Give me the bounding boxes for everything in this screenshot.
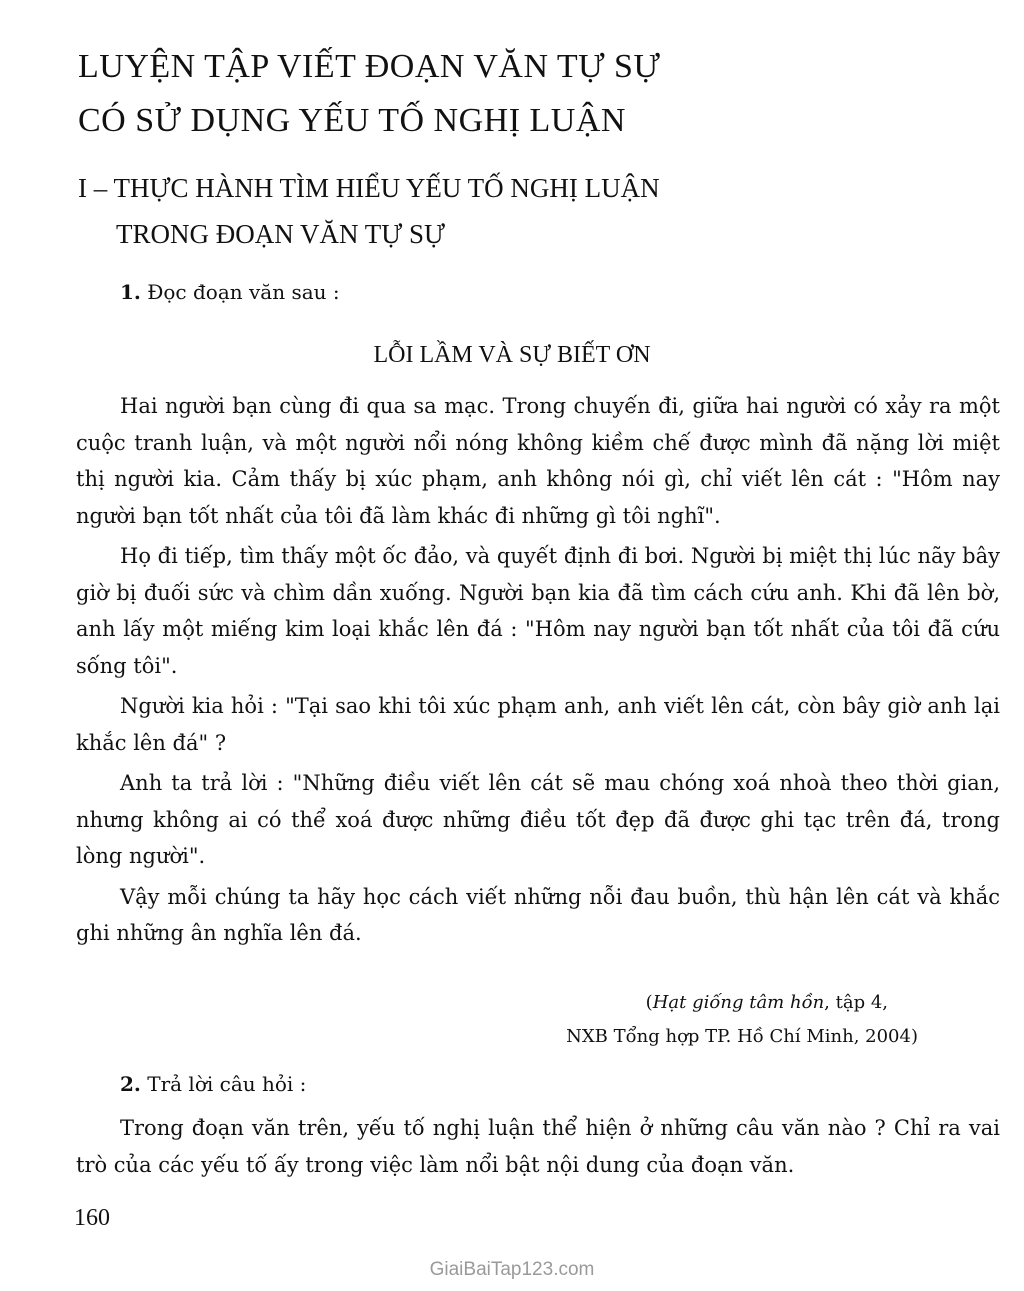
section-heading [78, 165, 660, 257]
source-open-paren: ( [645, 992, 653, 1013]
section-heading-line-2: TRONG ĐOẠN VĂN TỰ SỰ [116, 219, 445, 249]
step-2-number: 2. [120, 1072, 141, 1096]
source-citation-line-1 [500, 986, 918, 1020]
source-book-title: Hạt giống tâm hồn [652, 992, 825, 1013]
step-1-instruction [120, 278, 340, 306]
step-2-label: Trả lời câu hỏi : [147, 1072, 307, 1096]
watermark: GiaiBaiTap123.com [429, 1259, 595, 1280]
source-citation [500, 986, 918, 1054]
story-paragraph: Anh ta trả lời : "Những điều viết lên cát sẽ mau chóng xoá nhoà theo thời gian, nhưng không ai có thể xoá được những điều tốt đẹp đã được ghi tạc trên đá, trong lòng người". [76, 771, 1000, 868]
story-title: LỖI LẦM VÀ SỰ BIẾT ƠN [373, 342, 651, 368]
lesson-title [78, 40, 660, 148]
story-paragraph: Người kia hỏi : "Tại sao khi tôi xúc phạm anh, anh viết lên cát, còn bây giờ anh lại khắc lên đá" ? [76, 694, 1000, 755]
lesson-title-line-1: LUYỆN TẬP VIẾT ĐOẠN VĂN TỰ SỰ [78, 48, 661, 85]
source-publisher: NXB Tổng hợp TP. Hồ Chí Minh, 2004) [566, 1026, 918, 1047]
source-volume: , tập 4, [824, 992, 888, 1013]
story-body [76, 388, 1000, 956]
story-paragraph: Hai người bạn cùng đi qua sa mạc. Trong chuyến đi, giữa hai người có xảy ra một cuộc tranh luận, và một người nổi nóng không kiềm chế được mình đã nặng lời miệt thị người kia. Cảm thấy bị xúc phạm, anh không nói gì, chỉ viết lên cát : "Hôm nay người bạn tốt nhất của tôi đã làm khác đi những gì tôi nghĩ". [76, 394, 1000, 528]
step-2-instruction [120, 1070, 306, 1098]
story-paragraph: Họ đi tiếp, tìm thấy một ốc đảo, và quyết định đi bơi. Người bị miệt thị lúc nãy bây giờ bị đuối sức và chìm dần xuống. Người bạn kia đã tìm cách cứu anh. Khi đã lên bờ, anh lấy một miếng kim loại khắc lên đá : "Hôm nay người bạn tốt nhất của tôi đã cứu sống tôi". [76, 544, 1000, 678]
question-paragraph: Trong đoạn văn trên, yếu tố nghị luận thể hiện ở những câu văn nào ? Chỉ ra vai trò của các yếu tố ấy trong việc làm nổi bật nội dung của đoạn văn. [76, 1116, 1000, 1177]
step-1-number: 1. [120, 280, 141, 304]
question-body [76, 1110, 1000, 1187]
lesson-title-line-2: CÓ SỬ DỤNG YẾU TỐ NGHỊ LUẬN [78, 102, 626, 139]
step-1-label: Đọc đoạn văn sau : [147, 280, 340, 304]
section-heading-line-1: I – THỰC HÀNH TÌM HIỂU YẾU TỐ NGHỊ LUẬN [78, 173, 660, 203]
story-paragraph: Vậy mỗi chúng ta hãy học cách viết những nỗi đau buồn, thù hận lên cát và khắc ghi những ân nghĩa lên đá. [76, 884, 1000, 945]
page-number: 160 [74, 1205, 110, 1231]
